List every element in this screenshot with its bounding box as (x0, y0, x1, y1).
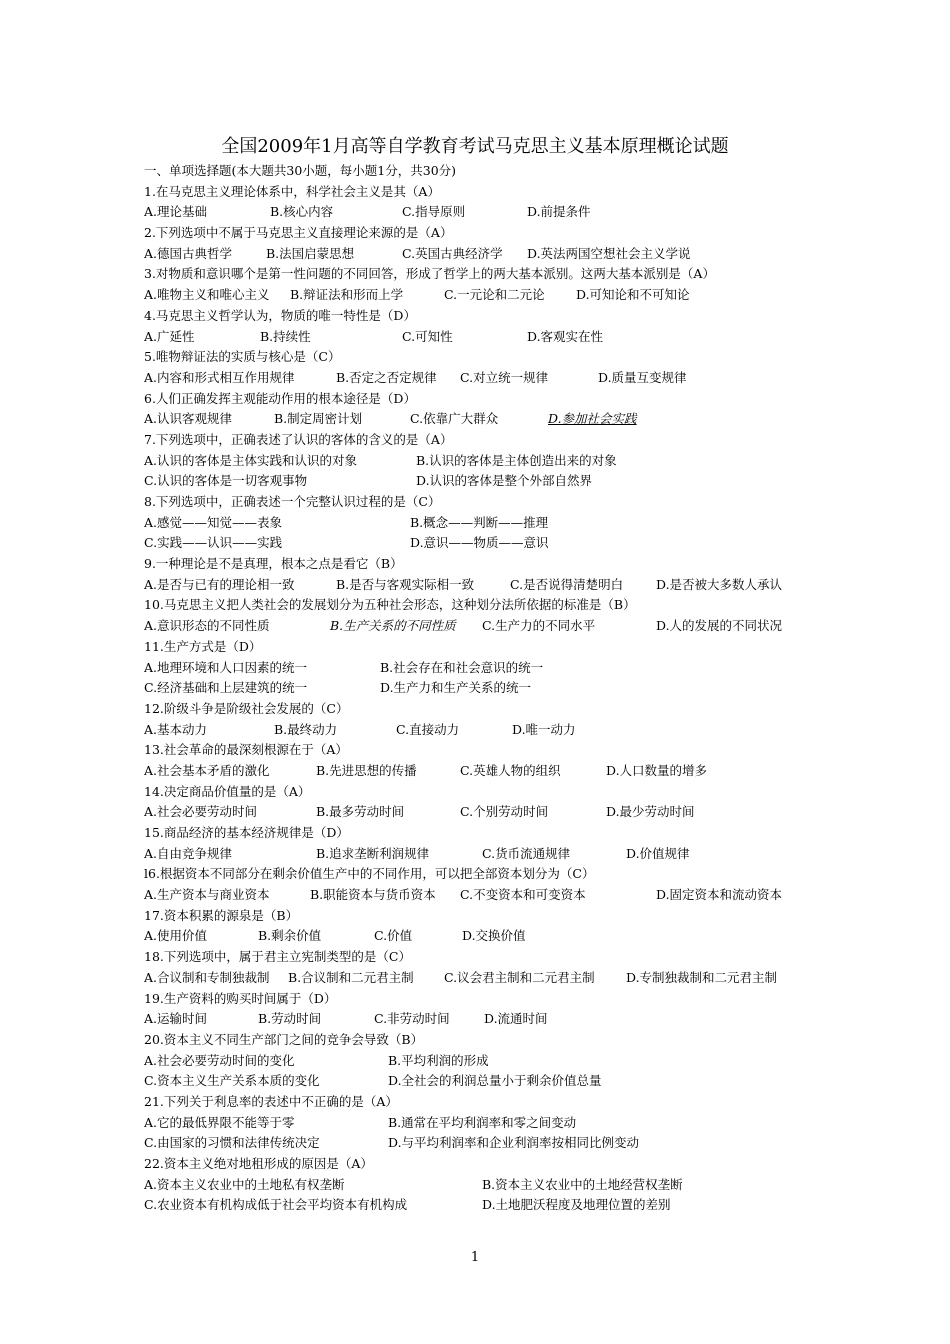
question-stem: 14.决定商品价值量的是（A） (144, 783, 311, 799)
answer-option: A.生产资本与商业资本 (144, 887, 270, 903)
answer-option: C.个别劳动时间 (460, 804, 549, 820)
answer-option: D.质量互变规律 (598, 369, 687, 385)
answer-option: D.可知论和不可知论 (576, 287, 690, 303)
options-row (144, 1071, 824, 1092)
options-row (144, 409, 824, 430)
options-row (144, 244, 824, 265)
answer-option: B.最终动力 (274, 721, 338, 737)
answer-option: D.唯一动力 (512, 721, 576, 737)
question-stem: 17.资本积累的源泉是（B） (144, 907, 299, 923)
answer-option: D.固定资本和流动资本 (656, 887, 783, 903)
answer-option: B.平均利润的形成 (388, 1052, 489, 1068)
answer-option: C.实践——认识——实践 (144, 535, 283, 551)
answer-option: B.剩余价值 (258, 928, 322, 944)
answer-option: B.劳动时间 (258, 1011, 322, 1027)
answer-option: A.运输时间 (144, 1011, 208, 1027)
question-stem: 9.一种理论是不是真理，根本之点是看它（B） (144, 556, 403, 572)
answer-option: A.内容和形式相互作用规律 (144, 369, 295, 385)
answer-option: D.与平均利润率和企业利润率按相同比例变动 (388, 1135, 640, 1151)
answer-option: B.持续性 (260, 328, 311, 344)
question-stem: l6.根据资本不同部分在剩余价值生产中的不同作用，可以把全部资本划分为（C） (144, 866, 595, 882)
answer-option: B.追求垄断利润规律 (316, 845, 430, 861)
answer-option: C.英雄人物的组织 (460, 762, 561, 778)
question-stem: 10.马克思主义把人类社会的发展划分为五种社会形态，这种划分法所依据的标准是（B） (144, 597, 636, 613)
answer-option: B.核心内容 (270, 204, 334, 220)
answer-option: B.辩证法和形而上学 (290, 287, 404, 303)
answer-option: A.合议制和专制独裁制 (144, 969, 270, 985)
options-row (144, 761, 824, 782)
answer-option: B.认识的客体是主体创造出来的对象 (416, 452, 617, 468)
question-stem: 11.生产方式是（D） (144, 638, 262, 654)
answer-option: D.价值规律 (626, 845, 690, 861)
answer-option: D.认识的客体是整个外部自然界 (416, 473, 593, 489)
answer-option: A.社会必要劳动时间的变化 (144, 1052, 295, 1068)
options-row (144, 285, 824, 306)
answer-option: B.先进思想的传播 (316, 762, 417, 778)
options-row (144, 678, 824, 699)
options-row (144, 1113, 824, 1134)
answer-option: C.指导原则 (402, 204, 466, 220)
answer-option: A.广延性 (144, 328, 195, 344)
answer-option: B.制定周密计划 (274, 411, 363, 427)
answer-option: B.否定之否定规律 (336, 369, 437, 385)
answer-option: C.经济基础和上层建筑的统一 (144, 680, 308, 696)
answer-option: D.流通时间 (484, 1011, 548, 1027)
answer-option: A.理论基础 (144, 204, 208, 220)
question-stem: 13.社会革命的最深刻根源在于（A） (144, 742, 348, 758)
question-stem: 15.商品经济的基本经济规律是（D） (144, 825, 349, 840)
answer-option: B.最多劳动时间 (316, 804, 405, 820)
answer-option: D.人的发展的不同状况 (656, 618, 783, 634)
answer-option: C.农业资本有机构成低于社会平均资本有机构成 (144, 1197, 408, 1213)
options-row (144, 720, 824, 741)
answer-option: A.自由竞争规律 (144, 845, 233, 861)
answer-option: B.是否与客观实际相一致 (336, 576, 475, 592)
answer-option: A.感觉——知觉——表象 (144, 514, 283, 530)
answer-option: B.法国启蒙思想 (266, 245, 355, 261)
answer-option: A.德国古典哲学 (144, 245, 233, 261)
answer-option: A.基本动力 (144, 721, 208, 737)
answer-option: C.价值 (374, 928, 413, 944)
question-stem: 6.人们正确发挥主观能动作用的根本途径是（D） (144, 390, 416, 406)
answer-option: A.它的最低界限不能等于零 (144, 1114, 295, 1130)
answer-option: C.不变资本和可变资本 (460, 887, 586, 903)
answer-option: A.社会基本矛盾的激化 (144, 762, 270, 778)
options-row (144, 533, 824, 554)
answer-option: D.交换价值 (462, 928, 526, 944)
answer-option: A.认识的客体是主体实践和认识的对象 (144, 452, 358, 468)
answer-option: A.社会必要劳动时间 (144, 804, 258, 820)
answer-option: C.由国家的习惯和法律传统决定 (144, 1135, 320, 1151)
question-stem: 21.下列关于利息率的表述中不正确的是（A） (144, 1093, 398, 1109)
answer-option: C.英国古典经济学 (402, 245, 503, 261)
page-title: 全国2009年1月高等自学教育考试马克思主义基本原理概论试题 (221, 136, 729, 157)
answer-option: B.概念——判断——推理 (410, 514, 549, 530)
answer-option: C.可知性 (402, 328, 453, 344)
question-stem: 5.唯物辩证法的实质与核心是（C） (144, 349, 341, 365)
question-stem: 18.下列选项中，属于君主立宪制类型的是（C） (144, 949, 411, 965)
answer-option: D.最少劳动时间 (606, 804, 695, 820)
options-row (144, 926, 824, 947)
options-row (144, 616, 824, 637)
answer-option: D.生产力和生产关系的统一 (380, 680, 532, 696)
answer-option: D.英法两国空想社会主义学说 (527, 245, 691, 261)
options-row (144, 327, 824, 348)
options-row (144, 968, 824, 989)
answer-option: D.前提条件 (527, 204, 591, 220)
question-stem: 7.下列选项中，正确表述了认识的客体的含义的是（A） (144, 431, 453, 447)
answer-option: A.使用价值 (144, 928, 208, 944)
question-stem: 1.在马克思主义理论体系中，科学社会主义是其（A） (144, 183, 440, 199)
options-row (144, 802, 824, 823)
options-row (144, 1175, 824, 1196)
answer-option: B.通常在平均利润率和零之间变动 (388, 1114, 577, 1130)
answer-option: A.地理环境和人口因素的统一 (144, 659, 308, 675)
options-row (144, 368, 824, 389)
answer-option: C.对立统一规律 (460, 369, 549, 385)
question-stem: 12.阶级斗争是阶级社会发展的（C） (144, 700, 349, 716)
answer-option: A.唯物主义和唯心主义 (144, 287, 270, 303)
options-row (144, 658, 824, 679)
answer-option: C.议会君主制和二元君主制 (444, 969, 595, 985)
answer-option: C.非劳动时间 (374, 1011, 450, 1027)
options-row (144, 1051, 824, 1072)
answer-option: C.是否说得清楚明白 (510, 576, 624, 592)
answer-option: D.参加社会实践 (548, 411, 637, 427)
answer-option: D.土地肥沃程度及地理位置的差别 (482, 1197, 671, 1213)
question-stem: 3.对物质和意识哪个是第一性问题的不同回答，形成了哲学上的两大基本派别。这两大基本派别是（A） (144, 266, 715, 282)
options-row (144, 513, 824, 534)
options-row (144, 1009, 824, 1030)
answer-option: D.全社会的利润总量小于剩余价值总量 (388, 1073, 602, 1089)
question-stem: 20.资本主义不同生产部门之间的竞争会导致（B） (144, 1031, 424, 1047)
question-list (144, 161, 824, 1216)
answer-option: D.专制独裁制和二元君主制 (626, 969, 778, 985)
question-stem: 19.生产资料的购买时间属于（D） (144, 990, 337, 1006)
answer-option: C.依靠广大群众 (410, 411, 499, 427)
question-stem: 4.马克思主义哲学认为，物质的唯一特性是（D） (144, 307, 416, 323)
answer-option: B.职能资本与货币资本 (310, 887, 436, 903)
answer-option: D.是否被大多数人承认 (656, 576, 783, 592)
question-stem: 22.资本主义绝对地租形成的原因是（A） (144, 1156, 373, 1171)
answer-option: D.意识——物质——意识 (410, 535, 549, 551)
options-row (144, 844, 824, 865)
options-row (144, 885, 824, 906)
page-number: 1 (470, 1250, 480, 1265)
options-row (144, 575, 824, 596)
answer-option: A.资本主义农业中的土地私有权垄断 (144, 1176, 345, 1192)
answer-option: C.资本主义生产关系本质的变化 (144, 1073, 320, 1089)
answer-option: C.生产力的不同水平 (482, 618, 596, 634)
answer-option: B.资本主义农业中的土地经营权垄断 (482, 1176, 683, 1192)
answer-option: A.是否与已有的理论相一致 (144, 576, 295, 592)
answer-option: B.社会存在和社会意识的统一 (380, 659, 544, 675)
answer-option: C.一元论和二元论 (444, 287, 545, 303)
answer-option: C.货币流通规律 (482, 845, 571, 861)
options-row (144, 1195, 824, 1216)
answer-option: D.客观实在性 (527, 328, 604, 344)
answer-option: D.人口数量的增多 (606, 762, 708, 778)
answer-option: A.认识客观规律 (144, 411, 233, 427)
answer-option: C.直接动力 (396, 721, 460, 737)
answer-option: C.认识的客体是一切客观事物 (144, 473, 308, 489)
options-row (144, 202, 824, 223)
answer-option: B.合议制和二元君主制 (288, 969, 414, 985)
answer-option: A.意识形态的不同性质 (144, 618, 270, 634)
answer-option: B.生产关系的不同性质 (330, 618, 456, 634)
question-stem: 2.下列选项中不属于马克思主义直接理论来源的是（A） (144, 225, 453, 241)
options-row (144, 451, 824, 472)
options-row (144, 471, 824, 492)
options-row (144, 1133, 824, 1154)
question-stem: 8.下列选项中，正确表述一个完整认识过程的是（C） (144, 494, 441, 509)
section-heading: 一、单项选择题(本大题共30小题，每小题1分，共30分) (144, 163, 457, 178)
